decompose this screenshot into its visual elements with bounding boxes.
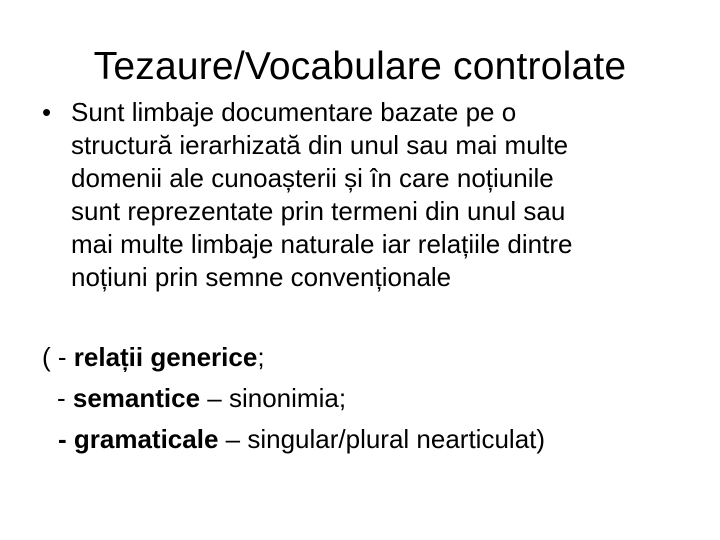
bullet-text-line: sunt reprezentate prin termeni din unul sau (71, 196, 566, 226)
relation-rest: – singular/plural nearticulat) (218, 424, 546, 454)
bullet-text-line: structură ierarhizată din unul sau mai multe (71, 130, 569, 160)
relation-grammatical (42, 419, 702, 460)
relation-semantic (42, 378, 702, 419)
relation-rest: ; (257, 342, 265, 372)
relation-generic (42, 337, 702, 378)
relation-term: relații generice (73, 342, 258, 372)
relation-prefix: - (57, 383, 73, 413)
relation-term: gramaticale (73, 424, 219, 454)
relation-rest: – sinonimia; (200, 383, 347, 413)
bullet-text-line: Sunt limbaje documentare bazate pe o (71, 97, 517, 127)
bullet-text-line: mai multe limbaje naturale iar relațiile dintre (71, 229, 573, 259)
relations-list (42, 337, 702, 460)
relation-term: semantice (72, 383, 201, 413)
relation-prefix: - (58, 424, 74, 454)
bullet-text-line: domenii ale cunoașterii și în care noțiunile (71, 163, 554, 193)
relation-prefix: ( - (42, 342, 74, 372)
bullet-first-line (42, 96, 692, 129)
bullet-text-line: noțiuni prin semne convenționale (71, 262, 452, 292)
bullet-icon: • (42, 97, 52, 127)
bullet-paragraph (42, 96, 692, 294)
slide-title: Tezaure/Vocabulare controlate (93, 45, 627, 88)
